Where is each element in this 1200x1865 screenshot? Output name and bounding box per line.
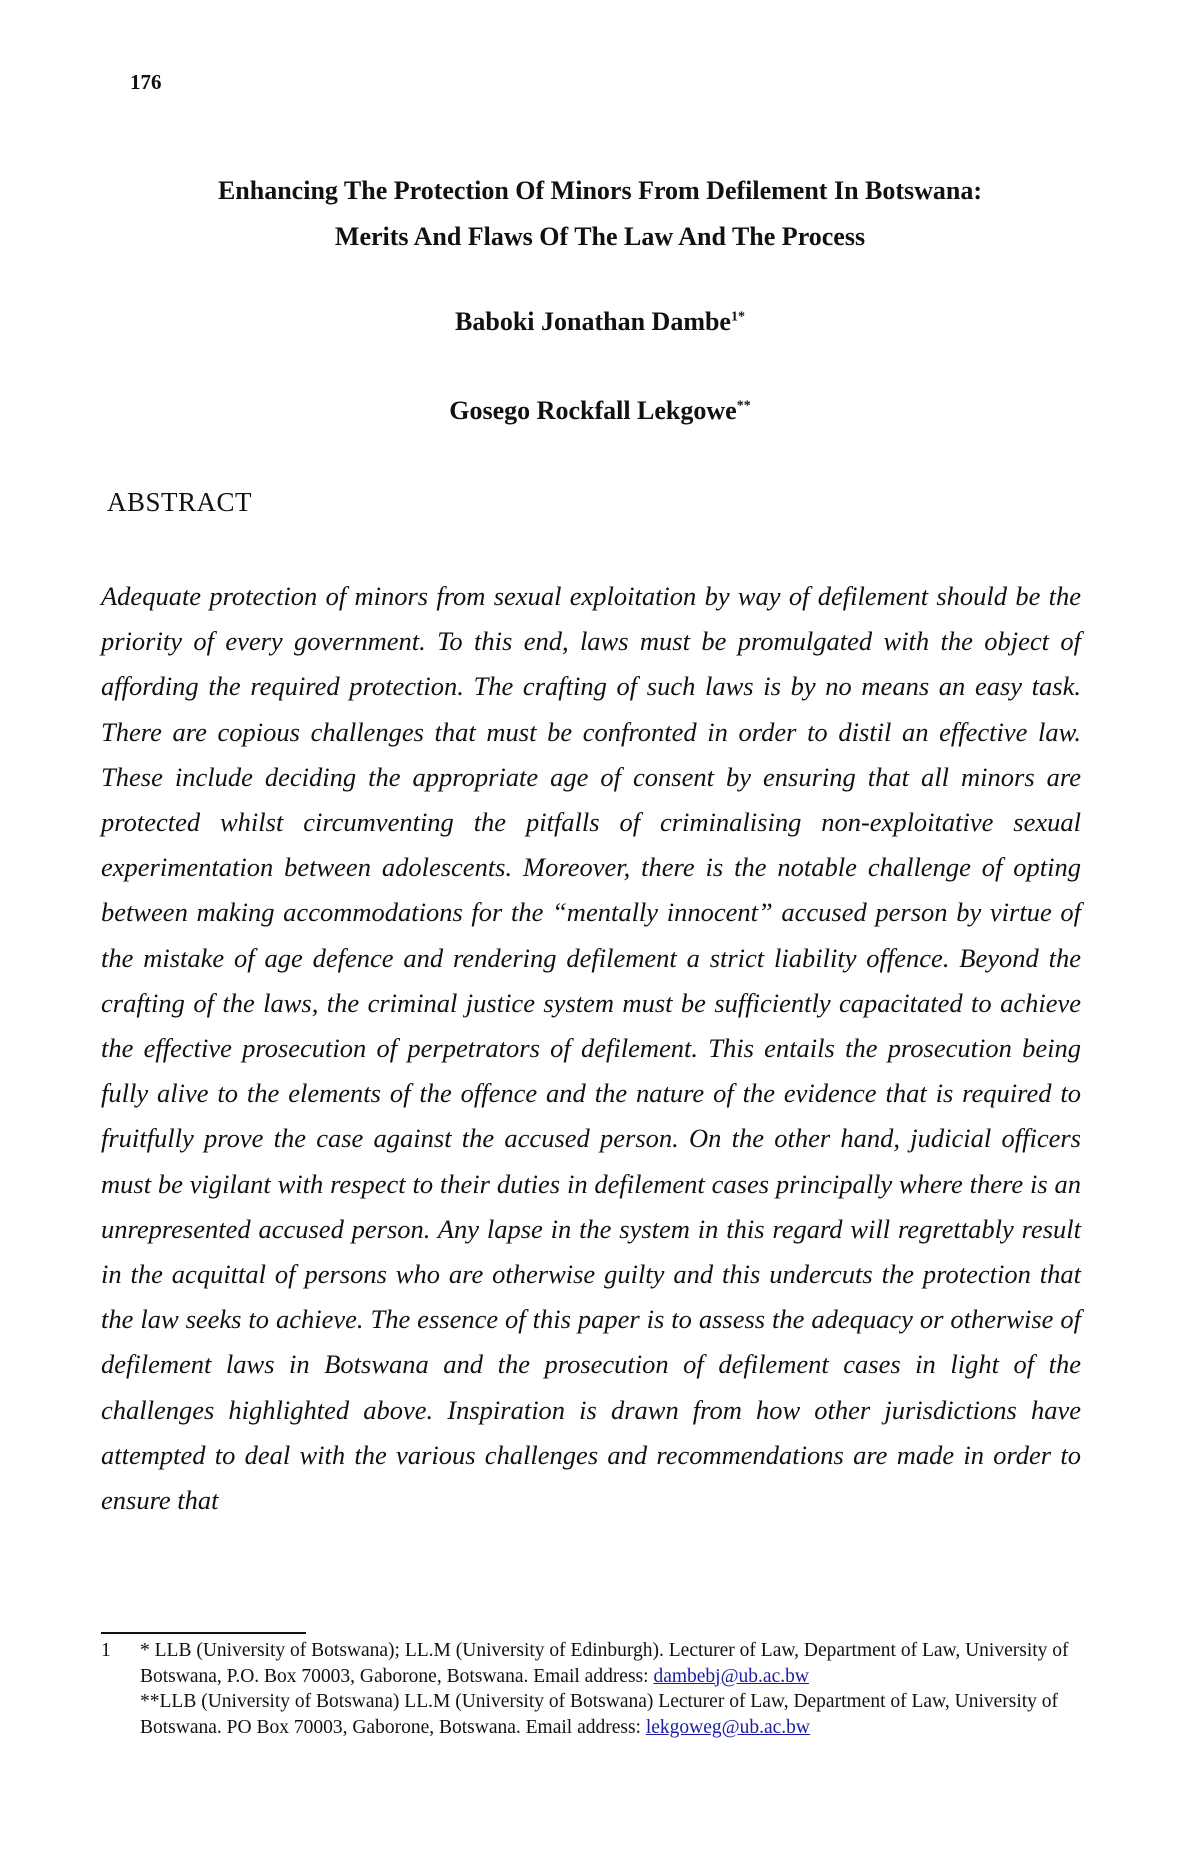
footnote-separator <box>101 1632 306 1634</box>
author-1 <box>100 307 1100 337</box>
author-1-name: Baboki Jonathan Dambe <box>455 307 731 336</box>
author-2-footnote-marker[interactable]: ** <box>736 398 751 414</box>
page-number: 176 <box>130 70 162 94</box>
abstract-body: Adequate protection of minors from sexual exploitation by way of defilement should be the priority of every government. To this end, laws must be promulgated with the object of affording the required protection. The crafting of such laws is by no means an easy task. There are copious challenges that must be confronted in order to distil an effective law. These include deciding the appropriate age of consent by ensuring that all minors are protected whilst circumventing the pitfalls of criminalising non-exploitative sexual experimentation between adolescents. Moreover, there is the notable challenge of opting between making accommodations for the “mentally innocent” accused person by virtue of the mistake of age defence and rendering defilement a strict liability offence. Beyond the crafting of the laws, the criminal justice system must be sufficiently capacitated to achieve the effective prosecution of perpetrators of defilement. This entails the prosecution being fully alive to the elements of the offence and the nature of the evidence that is required to fruitfully prove the case against the accused person. On the other hand, judicial officers must be vigilant with respect to their duties in defilement cases principally where there is an unrepresented accused person. Any lapse in the system in this regard will regrettably result in the acquittal of persons who are otherwise guilty and this undercuts the protection that the law seeks to achieve. The essence of this paper is to assess the adequacy or otherwise of defilement laws in Botswana and the prosecution of defilement cases in light of the challenges highlighted above. Inspiration is drawn from how other jurisdictions have attempted to deal with the various challenges and recommendations are made in order to ensure that <box>101 581 1081 1516</box>
paper-title-line-1: Enhancing The Protection Of Minors From Defilement In Botswana: <box>217 176 983 205</box>
paper-title-line-2: Merits And Flaws Of The Law And The Process <box>334 222 866 251</box>
paper-title <box>100 168 1100 260</box>
footnote <box>101 1638 1086 1740</box>
footnote-entry-2-text: **LLB (University of Botswana) LL.M (University of Botswana) Lecturer of Law, Department of Law, University of Botswana. PO Box 70003, Gaborone, Botswana. Email address: <box>140 1691 1059 1738</box>
author-1-email-link[interactable]: dambebj@ub.ac.bw <box>653 1665 809 1687</box>
author-2 <box>100 396 1100 426</box>
abstract-heading: ABSTRACT <box>107 487 253 517</box>
author-2-email-link[interactable]: lekgoweg@ub.ac.bw <box>645 1716 811 1738</box>
footnote-entry-1-text: * LLB (University of Botswana); LL.M (University of Edinburgh). Lecturer of Law, Department of Law, University of Botswana, P.O. Box 70003, Gaborone, Botswana. Email address: <box>140 1640 1069 1687</box>
author-2-name: Gosego Rockfall Lekgowe <box>449 396 737 425</box>
footnote-entry-1 <box>140 1638 1086 1689</box>
author-1-footnote-marker[interactable]: 1* <box>730 309 745 325</box>
footnote-entry-2 <box>140 1689 1086 1740</box>
footnote-number: 1 <box>101 1640 111 1661</box>
